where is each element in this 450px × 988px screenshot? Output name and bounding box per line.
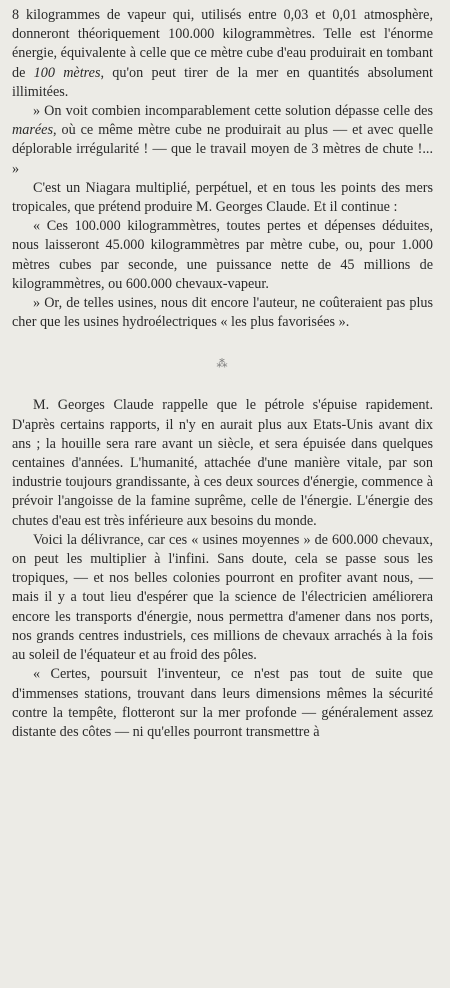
paragraph	[12, 665, 433, 742]
paragraph	[12, 294, 433, 332]
paragraph	[12, 102, 433, 179]
text-run: , où ce même mètre cube ne produirait au plus — et avec quelle déplorable irrégularité ! — que le travail moyen de 3 mètres de chute !... »	[12, 122, 433, 177]
text-run: M. Georges Claude rappelle que le pétrole s'épuise rapidement. D'après certains rapports, il n'y en aurait plus aux Etats-Unis avant dix ans ; la houille sera rare avant un siècle, et sera épuisée dans quelques centaines d'années. L'humanité, attachée d'une manière vitale, par son industrie toujours grandissante, à ces deux sources d'énergie, commence à prévoir l'angoisse de la famine suprême, celle de l'énergie. L'énergie des chutes d'eau est très inférieure aux besoins du monde.	[12, 397, 433, 529]
paragraph	[12, 396, 433, 530]
italic-text: 100 mètres	[33, 64, 101, 81]
text-run: C'est un Niagara multiplié, perpétuel, et en tous les points des mers tropicales, que prétend produire M. Georges Claude. Et il continue :	[12, 179, 433, 216]
paragraph	[12, 217, 433, 294]
text-run: « Certes, poursuit l'inventeur, ce n'est pas tout de suite que d'immenses stations, trouvant dans leurs dimensions mêmes la sécurité contre la tempête, flotteront sur la mer profonde — généralement assez distante des côtes — ni qu'elles pourront transmettre à	[12, 666, 433, 740]
article-body-part1	[12, 6, 433, 332]
text-run: 8 kilogrammes de vapeur qui, utilisés entre 0,03 et 0,01 atmosphère, donneront théoriquement 100.000 kilogrammètres. Telle est l'énorme énergie, équivalente à celle que ce mètre cube d'eau produirait en tombant de	[12, 7, 433, 81]
text-run: » Or, de telles usines, nous dit encore l'auteur, ne coûteraient pas plus cher que les usines hydroélectriques « les plus favorisées ».	[12, 295, 433, 331]
text-run: « Ces 100.000 kilogrammètres, toutes pertes et dépenses déduites, nous laisseront 45.000 kilogrammètres par mètre cube, ou, pour 1.000 mètres cubes par seconde, une puissance nette de 45 millions de kilogrammètres, ou 600.000 chevaux-vapeur.	[12, 218, 433, 292]
text-run: » On voit combien incomparablement cette solution dépasse celle des	[33, 103, 433, 120]
paragraph	[12, 179, 433, 217]
text-run: Voici la délivrance, car ces « usines moyennes » de 600.000 chevaux, on peut les multiplier à l'infini. Sans doute, cela se passe sous les tropiques, — et nos belles colonies pourront en profiter avant nous, — mais il y a tout lieu d'espérer que la science de l'électricien améliorera encore les transports d'énergie, nous permettra d'amener dans nos ports, nos grands centres industriels, ces millions de chevaux arrachés à la fois au soleil de l'équateur et au froid des pôles.	[12, 531, 433, 664]
article-body-part2	[12, 396, 433, 742]
paragraph	[12, 531, 433, 665]
section-separator: ⁂	[216, 358, 229, 371]
text-run: , qu'on peut tirer de la mer en quantités absolument illimitées.	[12, 64, 433, 100]
paragraph	[12, 6, 433, 102]
italic-text: marées	[12, 122, 53, 139]
